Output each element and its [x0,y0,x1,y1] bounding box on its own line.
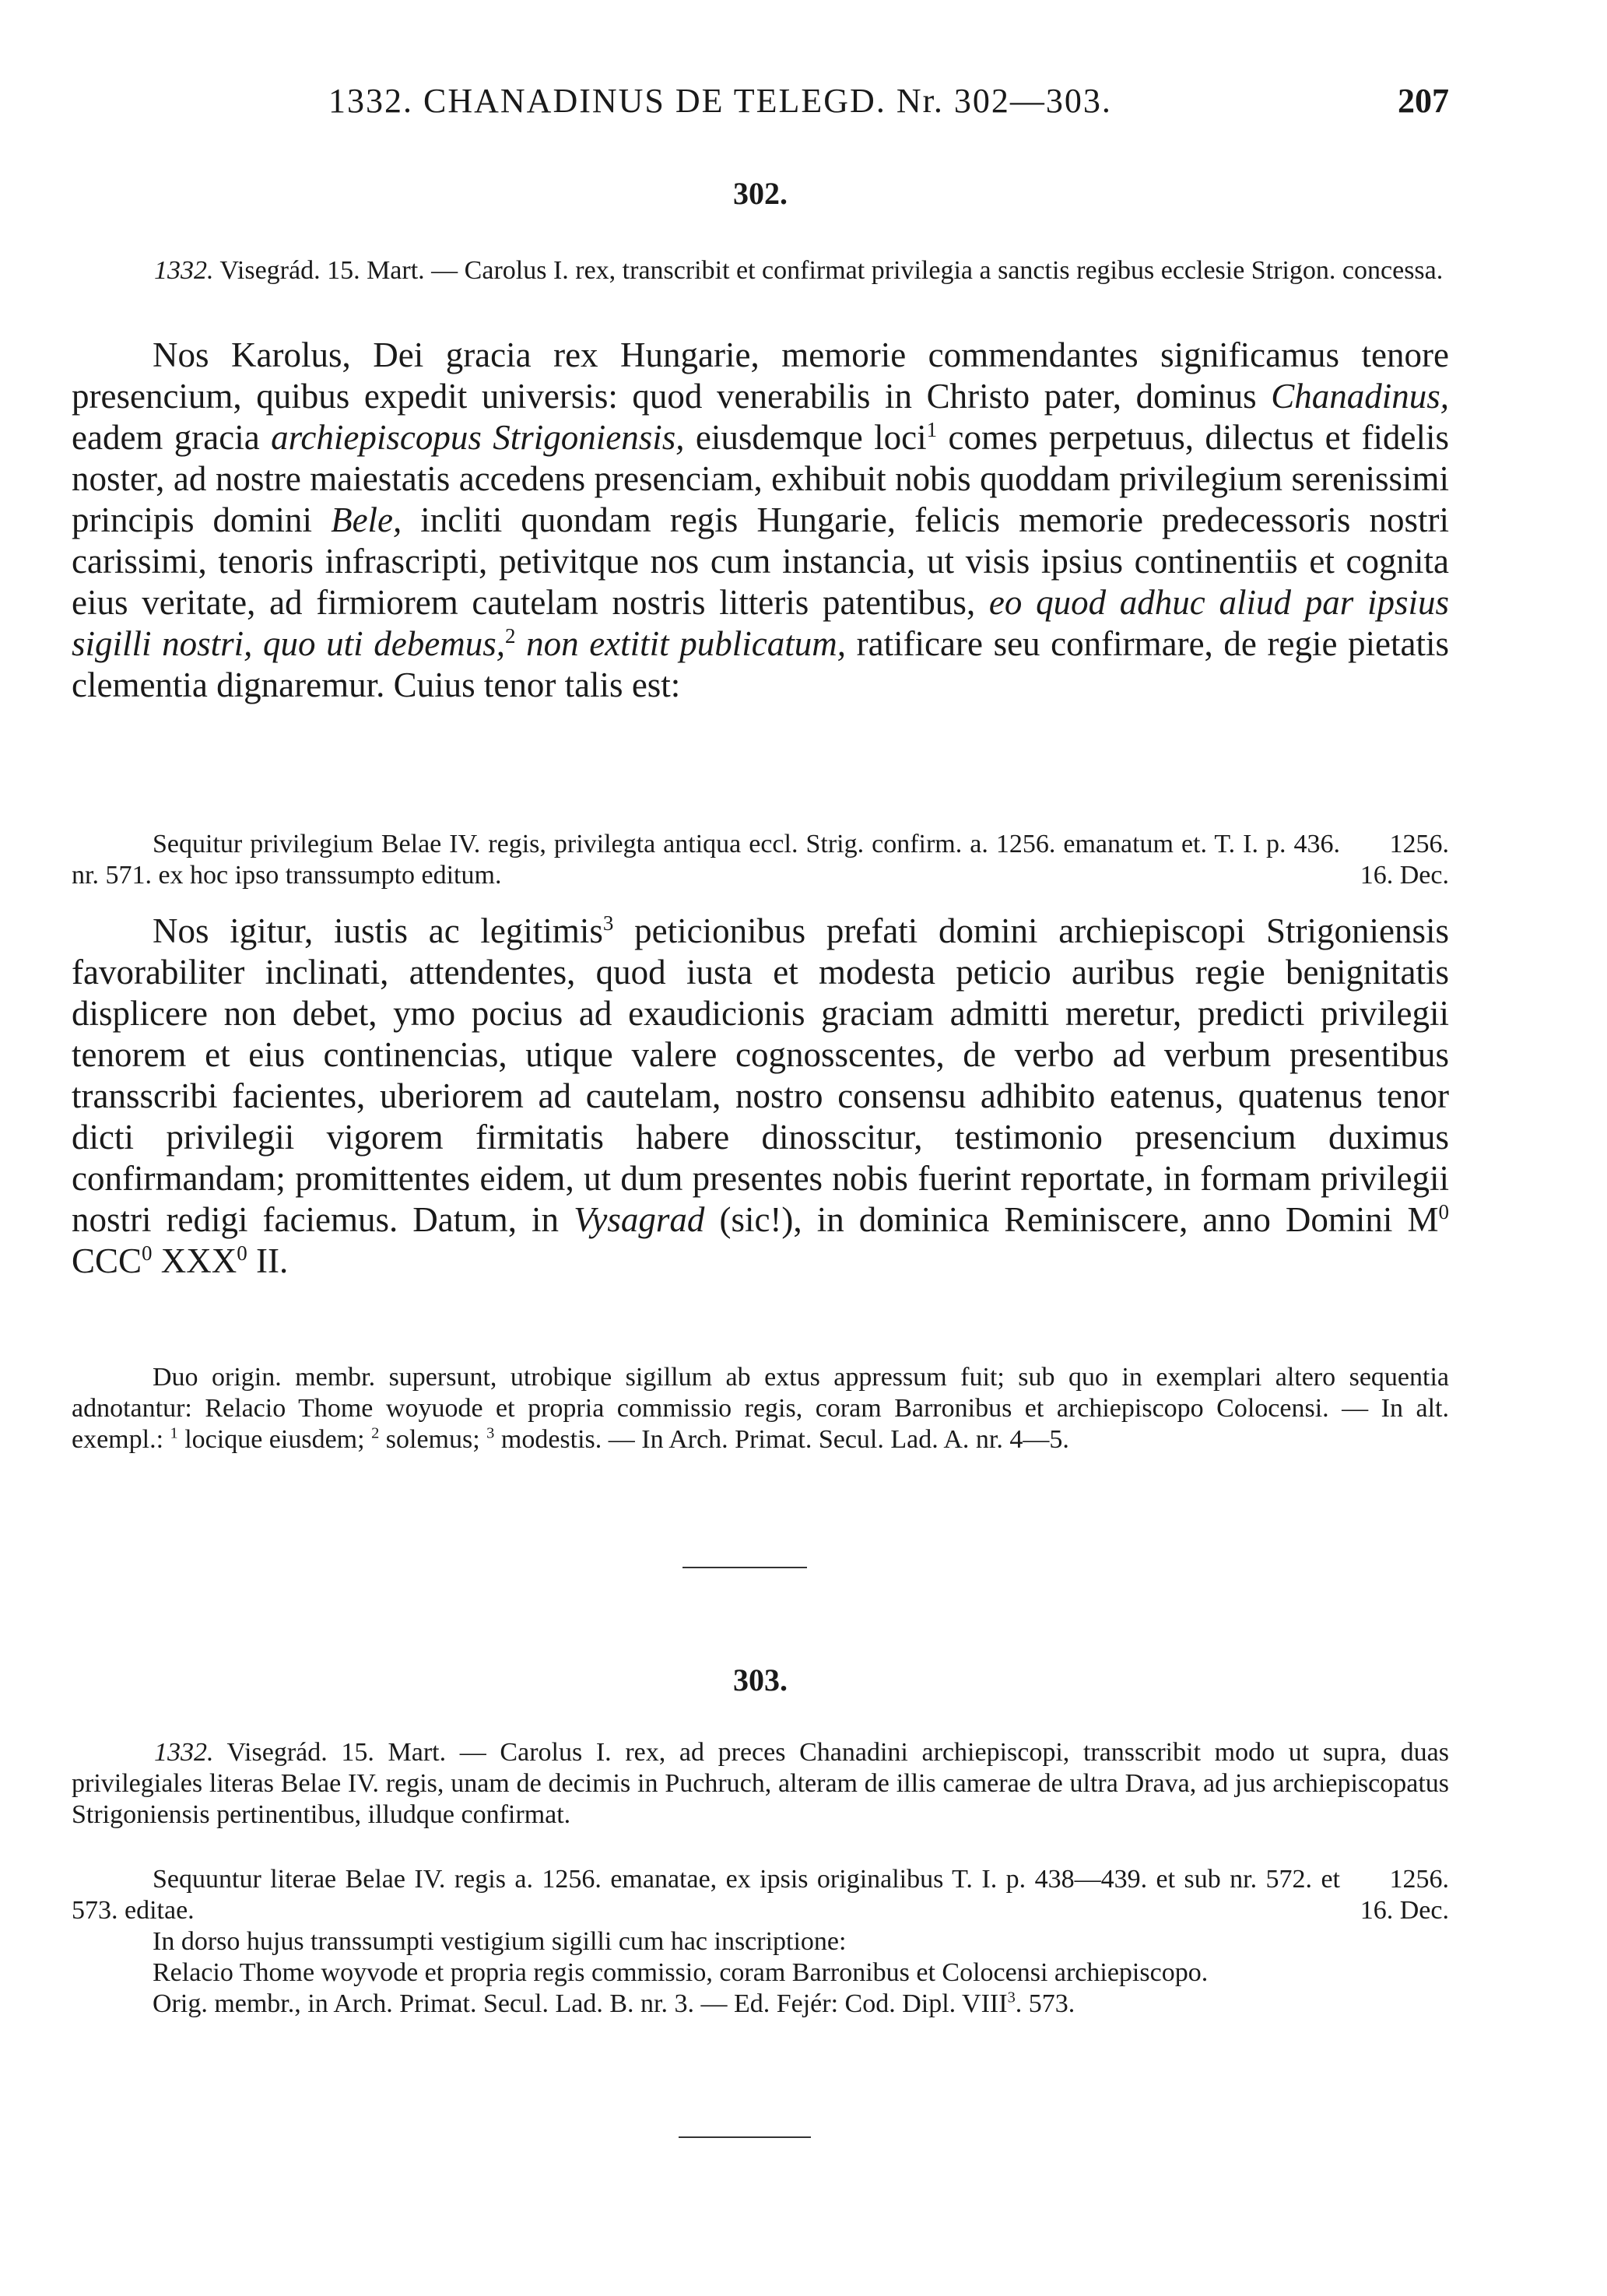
text-run: peticionibus prefati domini archiepiscopi Strigoniensis favorabiliter inclinati, attendentes, quod iusta et modesta peticio auribus regie benignitatis displicere non debet, ymo pocius ad exaudicionis graciam admitti meretur, predicti privilegii tenorem et eius continencias, utique valere cognosscentes, de verbo ad verbum presentibus transscribi facientes, uberiorem ad cautelam, nostro consensu adhibito eatenus, quatenus tenor dicti privilegii vigorem firmitatis habere dinosscitur, testimonio presencium duximus confirmandam; promittentes eidem, ut dum presentes nobis fuerint reportate, in formam privilegii nostri redigi faciemus. Datum, in [72,911,1449,1239]
text-run: eiusdemque loci [684,418,927,457]
text-run: Nos Karolus, Dei gracia rex Hungarie, memorie commendantes significamus tenore presencium, quibus expedit universis: quod venerabilis in Christo pater, dominus [72,335,1449,416]
apparatus-paragraph [72,1362,1449,1455]
text-run: locique eiusdem; [177,1425,372,1454]
section-divider [682,1567,807,1568]
relacio-text: Relacio Thome woyvode et propria regis commissio, coram Barronibus et Colocensi archiepiscopo. [153,1958,1209,1987]
text-run: solemus; [379,1425,487,1454]
footnote-marker: 1 [170,1424,178,1442]
margin-year: 1256. [1389,830,1449,858]
text-run-italic: Bele, [331,500,402,539]
text-run: ratificare seu confirmare, de regie pietatis clementia dignaremur. Cuius tenor talis est: [72,624,1450,704]
sequuntur-text: Sequuntur literae Belae IV. regis a. 1256. emanatae, ex ipsis originalibus T. I. p. 438—439. et sub nr. 572. et 573. editae. [72,1865,1340,1925]
section-divider [679,2136,811,2138]
regest-text: Visegrád. 15. Mart. — Carolus I. rex, ad preces Chanadini archiepiscopi, transscribit modo ut supra, duas privilegiales literas Belae IV. regis, unam de decimis in Puchruch, alteram de illis camerae de ultra Drava, ad jus archiepiscopatus Strigoniensis pertinentibus, illudque confirmat. [72,1738,1449,1829]
text-run-italic: eo quod adhuc aliud par ipsius sigilli nostri, quo uti debemus, [72,583,1449,663]
text-run: Nos igitur, iustis ac legitimis [153,911,603,950]
sequuntur-note [72,1864,1449,2020]
doc-number-303: 303. [733,1662,788,1697]
superscript: 0 [237,1241,247,1265]
margin-date [1360,1864,1449,1926]
text-run-italic: non extitit publicatum, [515,624,846,663]
text-run: (sic!), in dominica Reminiscere, anno Domini M [704,1200,1439,1239]
text-run: Duo origin. membr. supersunt, utrobique sigillum ab extus appressum fuit; sub quo in exemplari altero sequentia adnotantur: Relacio Thome woyuode et propria commissio regis, coram Barronibus et archiepiscopo Colocensi. — In alt. exempl.: [72,1363,1449,1454]
superscript: 0 [1438,1200,1449,1223]
footnote-marker: 3 [486,1424,495,1442]
margin-day: 16. Dec. [1360,861,1449,890]
text-run: incliti quondam regis Hungarie, felicis memorie predecessoris nostri carissimi, tenoris infrascripti, petivitque nos cum instancia, ut visis ipsius continentiis et cognita eius veritate, ad firmiorem cautelam nostris litteris patentibus, [72,500,1449,622]
regest-302 [72,255,1449,286]
text-run-italic: Chanadinus, [1271,377,1449,416]
regest-date: 1332. [154,1738,214,1767]
footnote-ref: 1 [926,418,938,441]
text-run: II. [247,1241,289,1280]
charter-paragraph [72,911,1449,1282]
text-run: CCC [72,1241,142,1280]
doc-number-302: 302. [733,176,788,211]
text-run: Orig. membr., in Arch. Primat. Secul. Lad. B. nr. 3. — Ed. Fejér: Cod. Dipl. VIII [153,1989,1008,2018]
text-run-italic: Vysagrad [574,1200,705,1239]
footnote-marker: 2 [371,1424,380,1442]
regest-date: 1332. [154,256,214,285]
dorso-text: In dorso hujus transsumpti vestigium sigilli cum hac inscriptione: [153,1927,847,1956]
text-run: comes perpetuus, dilectus et fidelis noster, ad nostre maiestatis accedens presenciam, exhibuit nobis quoddam privilegium serenissimi principis domini [72,418,1449,539]
superscript: 0 [142,1241,153,1265]
text-run: modestis. — In Arch. Primat. Secul. Lad. A. nr. 4—5. [494,1425,1069,1454]
running-title: 1332. CHANADINUS DE TELEGD. Nr. 302—303. [328,82,1112,120]
footnote-ref: 2 [504,624,516,648]
charter-paragraph [72,335,1449,706]
text-run: . 573. [1015,1989,1075,2018]
superscript: 3 [1007,1989,1016,2006]
margin-day: 16. Dec. [1360,1896,1449,1925]
charter-text-302 [72,335,1449,706]
margin-year: 1256. [1389,1865,1449,1894]
page-number: 207 [1398,82,1449,120]
running-head [72,81,1449,128]
text-run: XXX [152,1241,237,1280]
sequitur-text: Sequitur privilegium Belae IV. regis, privilegta antiqua eccl. Strig. confirm. a. 1256. emanatum et. T. I. p. 436. nr. 571. ex hoc ipso transsumpto editum. [72,830,1340,890]
apparatus-note-302 [72,1362,1449,1455]
footnote-ref: 3 [602,911,614,935]
text-run-italic: archiepiscopus Strigoniensis, [271,418,685,457]
charter-text-302-continued [72,911,1449,1282]
sequitur-note [72,829,1449,891]
orig-text [72,1989,1449,2020]
regest-303 [72,1737,1449,1831]
regest-text: Visegrád. 15. Mart. — Carolus I. rex, transcribit et confirmat privilegia a sanctis regibus ecclesie Strigon. concessa. [213,256,1444,285]
text-run: eadem gracia [72,418,272,457]
margin-date [1360,829,1449,891]
